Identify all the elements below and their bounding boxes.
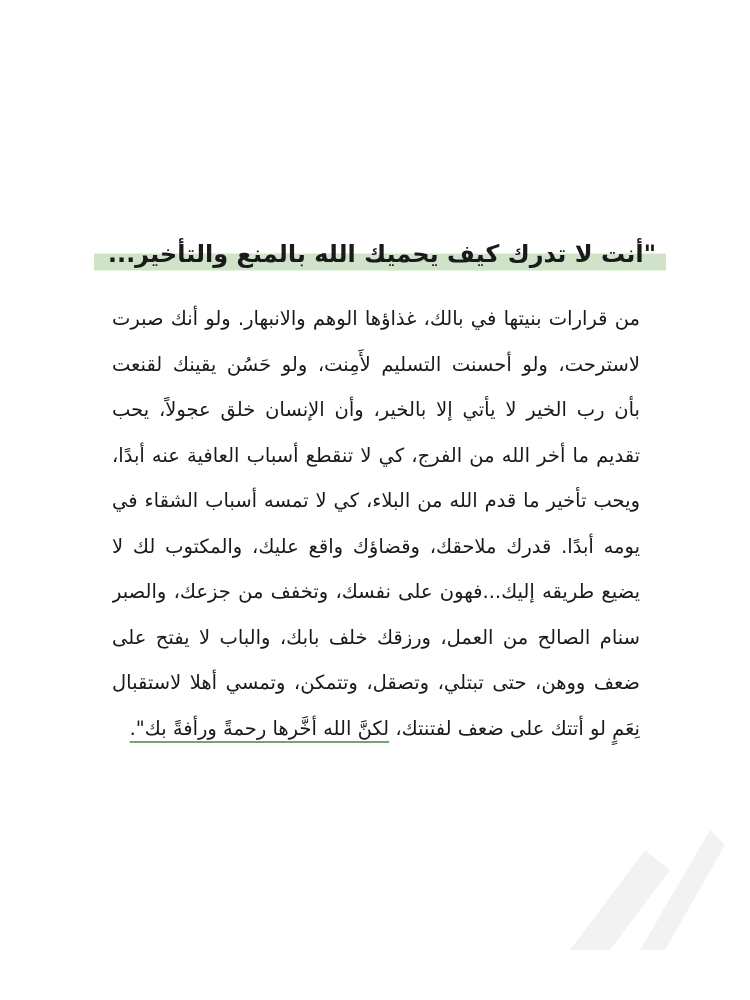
last-line-prefix: نِعَمٍ لو أتتك على ضعف لفتنتك، <box>389 716 640 740</box>
body-line-3: بأن رب الخير لا يأتي إلا بالخير، وأن الإنسان خلق عجولاً، يحب <box>112 398 640 421</box>
body-line-7: يضيع طريقه إليك...فهون على نفسك، وتخفف من جزعك، والصبر <box>112 580 640 603</box>
quote-body <box>112 296 640 751</box>
body-line-8: سنام الصالح من العمل، ورزقك خلف بابك، والباب لا يفتح على <box>112 625 640 649</box>
watermark-logo-icon <box>550 810 730 960</box>
body-line-1: من قرارات بنيتها في بالك، غذاؤها الوهم والانبهار. ولو أنك صبرت <box>112 307 640 330</box>
last-line-underlined: لكنَّ الله أخَّرها رحمةً ورأفةً بك". <box>129 716 390 740</box>
body-line-2: لاسترحت، ولو أحسنت التسليم لأَمِنت، ولو حَسُن يقينك لقنعت <box>112 352 640 376</box>
quote-title: "أنت لا تدرك كيف يحميك الله بالمنع والتأخير... <box>94 236 666 272</box>
body-line-5: ويحب تأخير ما قدم الله من البلاء، كي لا تمسه أسباب الشقاء في <box>112 489 640 512</box>
quote-title-container <box>0 236 750 272</box>
body-line-4: تقديم ما أخر الله من الفرج، كي لا تنقطع أسباب العافية عنه أبدًا، <box>112 443 640 467</box>
body-line-10 <box>112 706 640 752</box>
body-line-6: يومه أبدًا. قدرك ملاحقك، وقضاؤك واقع عليك، والمكتوب لك لا <box>112 534 640 558</box>
body-line-9: ضعف ووهن، حتى تبتلي، وتصقل، وتتمكن، وتمسي أهلا لاستقبال <box>112 671 640 694</box>
